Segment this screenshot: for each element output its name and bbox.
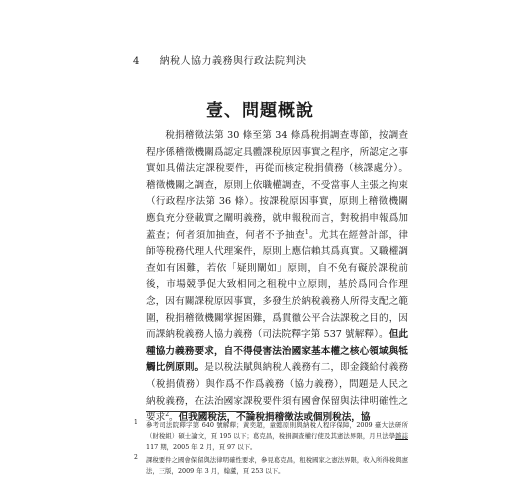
footnote-divider — [146, 411, 254, 412]
paragraph-text-2: 。尤其在經營計部，律師等稅務代理人代理案件，原則上應信賴其爲真實。又職權調查如有困難，若依「疑則闡如」原則，自不免有礙於課稅前後，市場競爭促大致相同之租稅中立原則，基於爲同合作理念，因有關課稅原因事實，多發生於納稅義務人所得支配之範圍，稅捐稽徵機關掌握困難，爲貫徹公平合法課稅之目的，因而課納稅義務人協力義務（司法院釋字第 537 號解釋）。 — [146, 229, 408, 341]
footnote-ref-2: 2 — [165, 410, 170, 418]
running-title: 納稅人協力義務與行政法院判決 — [159, 56, 307, 67]
paragraph-text-1: 稅捐稽徵法第 30 條至第 34 條爲稅捐調查專節，按調查程序係稽徵機關爲認定具體課稅原因事實之程序，所認定之事實如具備法定課稅要件，再從而核定稅捐債務（核課處分）。稽徵機關之調查，原則上依職權調查，不受當事人主張之拘束（行政程序法第 36 條）。按課稅原因事實，原則上稽徵機關應負充分登載實之闡明義務，就申報稅而言，對稅捐申報爲加蓋查；何者須加抽查，何者不予抽查 — [146, 130, 408, 241]
page-number: 4 — [133, 56, 140, 67]
footnote-text: 課稅要件之國會保留與法律明確性要求，參見葛克昌，租稅國家之憲法界限，收入所得稅與憲法，三版，2009 年 3 月，翰蘆，頁 253 以下。 — [146, 456, 409, 475]
footnote-1 — [134, 419, 408, 453]
footnote-text-tail: 117 期，2005 年 2 月，頁 97 以下。 — [146, 443, 257, 451]
section-title: 壹、問題概說 — [206, 101, 314, 121]
running-header — [133, 52, 307, 67]
footnote-text: 參考司法院釋字第 640 號解釋；黃奕超，童懿原則與納稅人程序保障，2009 臺大法研所（財稅組）碩士論文，頁 195 以下；葛克昌，稅捐調查權行使及其憲法界限，月旦法學 — [146, 421, 408, 440]
footnote-number: 1 — [134, 419, 138, 426]
footnote-2 — [134, 454, 409, 477]
footnote-ref-1: 1 — [304, 228, 309, 236]
paragraph-text-3: 是以稅法賦與納稅人義務有二，即金錢給付義務（稅捐債務）與作爲不作爲義務（協力義務），問題是人民之納稅義務，在法治國家課稅要件須有國會保留與法律明確性之要求 — [146, 362, 409, 424]
paragraph-text-4: 。 — [169, 412, 179, 424]
emphasis-text-1: 但此種協力義務要求，自不得侵害法治國家基本權之核心領域與牴觸比例原則。 — [146, 329, 408, 374]
footnote-underlined-text: 雜誌 — [395, 432, 408, 440]
footnote-number: 2 — [134, 454, 138, 461]
body-paragraph — [146, 128, 408, 427]
emphasis-text-2: 但我國稅法，不論稅捐稽徵法或個別稅法，協 — [178, 412, 371, 424]
